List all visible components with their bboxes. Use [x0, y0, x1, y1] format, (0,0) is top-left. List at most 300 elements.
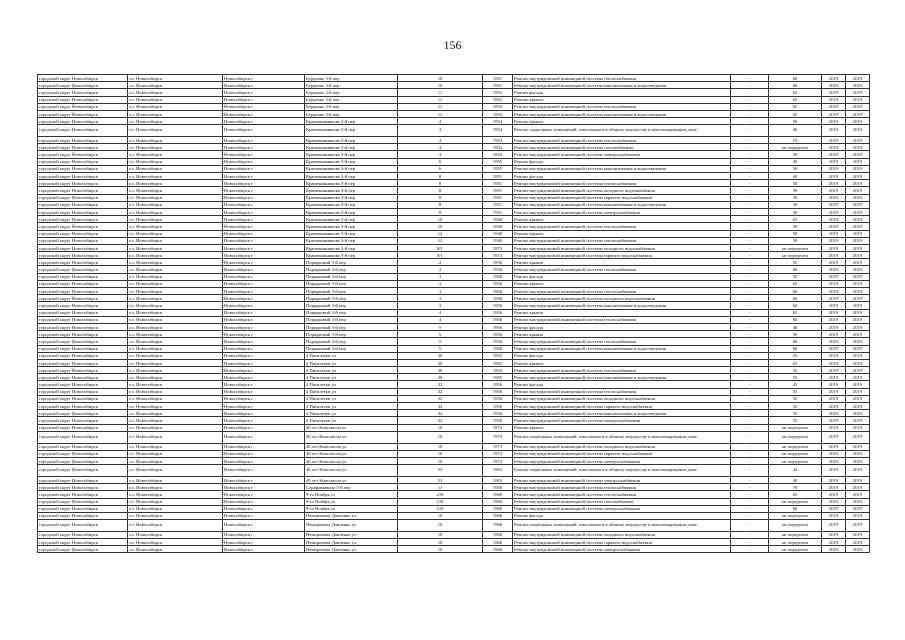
plan-year-end-cell: 2019 [846, 367, 870, 374]
plan-year-end-cell: 2019 [846, 352, 870, 359]
wear-percent-cell: не определен [769, 144, 822, 151]
dash-cell: - [731, 158, 769, 165]
municipality-cell: городской округ Новосибирск [38, 410, 128, 417]
table-row [38, 252, 870, 259]
settlement-cell: Новосибирск г [223, 512, 305, 519]
settlement-cell: Новосибирск г [223, 505, 305, 512]
house-number-cell: 4 [398, 137, 483, 144]
plan-year-end-cell: 2019 [846, 331, 870, 338]
table-row [38, 388, 870, 395]
work-type-cell: Ремонт подвальных помещений, относящихся к общему имуществу в многоквартирном доме [513, 431, 731, 443]
street-cell: Крашенинникова 3-й пер [305, 165, 398, 172]
plan-year-end-cell: 2019 [846, 201, 870, 208]
house-number-cell: 10 [398, 82, 483, 89]
house-number-cell: 32 [398, 395, 483, 402]
wear-percent-cell: не определен [769, 539, 822, 546]
municipality-cell: городской округ Новосибирск [38, 165, 128, 172]
build-year-cell: 1951 [483, 208, 513, 215]
district-cell: г.о. Новосибирск [128, 302, 223, 309]
table-row [38, 359, 870, 366]
settlement-cell: Новосибирск г [223, 201, 305, 208]
settlement-cell: Новосибирск г [223, 424, 305, 431]
wear-percent-cell: не определен [769, 252, 822, 259]
dash-cell: - [731, 359, 769, 366]
build-year-cell: 1973 [483, 450, 513, 457]
street-cell: 4 Пятилетки ул [305, 388, 398, 395]
house-number-cell: 10 [398, 546, 483, 553]
work-type-cell: Ремонт внутридомовой инженерной системы горячего водоснабжения [513, 403, 731, 410]
dash-cell: - [731, 465, 769, 477]
build-year-cell: 1955 [483, 374, 513, 381]
work-type-cell: Ремонт внутридомовой инженерной системы электроснабжения [513, 546, 731, 553]
plan-year-start-cell: 2019 [822, 165, 846, 172]
plan-year-end-cell: 2019 [846, 417, 870, 424]
work-type-cell: Ремонт внутридомовой инженерной системы холодного водоснабжения [513, 295, 731, 302]
settlement-cell: Новосибирск г [223, 125, 305, 137]
table-row [38, 345, 870, 352]
settlement-cell: Новосибирск г [223, 498, 305, 505]
plan-year-end-cell: 2019 [846, 443, 870, 450]
plan-year-start-cell: 2019 [822, 266, 846, 273]
plan-year-end-cell: 2019 [846, 476, 870, 483]
plan-year-end-cell: 2019 [846, 180, 870, 187]
work-type-cell: Ремонт фасада [513, 173, 731, 180]
dash-cell: - [731, 443, 769, 450]
table-row [38, 89, 870, 96]
settlement-cell: Новосибирск г [223, 374, 305, 381]
table-row [38, 491, 870, 498]
work-type-cell: Ремонт внутридомовой инженерной системы теплоснабжения [513, 237, 731, 244]
house-number-cell: 4 [398, 316, 483, 323]
dash-cell: - [731, 381, 769, 388]
plan-year-start-cell: 2019 [822, 476, 846, 483]
municipality-cell: городской округ Новосибирск [38, 520, 128, 532]
plan-year-end-cell: 2019 [846, 345, 870, 352]
wear-percent-cell: 50 [769, 331, 822, 338]
settlement-cell: Новосибирск г [223, 309, 305, 316]
street-cell: Порядковый 3-й пер [305, 345, 398, 352]
district-cell: г.о. Новосибирск [128, 531, 223, 538]
house-number-cell: 2 [398, 259, 483, 266]
wear-percent-cell: 65 [769, 89, 822, 96]
plan-year-end-cell: 2019 [846, 403, 870, 410]
build-year-cell: 1973 [483, 431, 513, 443]
build-year-cell: 1956 [483, 331, 513, 338]
work-type-cell: Ремонт фасада [513, 352, 731, 359]
street-cell: Крашенинникова 3-й пер [305, 201, 398, 208]
settlement-cell: Новосибирск г [223, 208, 305, 215]
dash-cell: - [731, 388, 769, 395]
table-row [38, 424, 870, 431]
dash-cell: - [731, 288, 769, 295]
wear-percent-cell: 50 [769, 118, 822, 125]
build-year-cell: 1966 [483, 520, 513, 532]
district-cell: г.о. Новосибирск [128, 395, 223, 402]
municipality-cell: городской округ Новосибирск [38, 381, 128, 388]
house-number-cell: 32 [398, 381, 483, 388]
repair-schedule-table [37, 74, 870, 553]
plan-year-start-cell: 2019 [822, 417, 846, 424]
plan-year-end-cell: 2019 [846, 491, 870, 498]
dash-cell: - [731, 484, 769, 491]
district-cell: г.о. Новосибирск [128, 110, 223, 117]
street-cell: Немировича-Данченко ул [305, 539, 398, 546]
work-type-cell: Ремонт внутридомовой инженерной системы канализования и водоотведения [513, 110, 731, 117]
street-cell: Немировича-Данченко ул [305, 531, 398, 538]
plan-year-end-cell: 2019 [846, 252, 870, 259]
build-year-cell: 1973 [483, 244, 513, 251]
settlement-cell: Новосибирск г [223, 395, 305, 402]
district-cell: г.о. Новосибирск [128, 273, 223, 280]
street-cell: Порядковый 3-й пер [305, 288, 398, 295]
table-row [38, 137, 870, 144]
street-cell: 40 лет Комсомола ул [305, 465, 398, 477]
table-row [38, 302, 870, 309]
build-year-cell: 1952 [483, 89, 513, 96]
plan-year-start-cell: 2019 [822, 144, 846, 151]
district-cell: г.о. Новосибирск [128, 403, 223, 410]
street-cell: Бурденко 3-й пер [305, 96, 398, 103]
plan-year-end-cell: 2019 [846, 450, 870, 457]
plan-year-start-cell: 2019 [822, 252, 846, 259]
plan-year-end-cell: 2019 [846, 388, 870, 395]
district-cell: г.о. Новосибирск [128, 96, 223, 103]
wear-percent-cell: 46 [769, 125, 822, 137]
wear-percent-cell: 65 [769, 359, 822, 366]
settlement-cell: Новосибирск г [223, 280, 305, 287]
work-type-cell: Ремонт внутридомовой инженерной системы электроснабжения [513, 457, 731, 464]
plan-year-start-cell: 2019 [822, 374, 846, 381]
municipality-cell: городской округ Новосибирск [38, 110, 128, 117]
municipality-cell: городской округ Новосибирск [38, 173, 128, 180]
street-cell: 4 Пятилетки ул [305, 381, 398, 388]
plan-year-start-cell: 2019 [822, 367, 846, 374]
street-cell: Крашенинникова 3-й пер [305, 223, 398, 230]
municipality-cell: городской округ Новосибирск [38, 431, 128, 443]
plan-year-end-cell: 2019 [846, 230, 870, 237]
dash-cell: - [731, 75, 769, 82]
district-cell: г.о. Новосибирск [128, 465, 223, 477]
plan-year-end-cell: 2019 [846, 110, 870, 117]
municipality-cell: городской округ Новосибирск [38, 484, 128, 491]
district-cell: г.о. Новосибирск [128, 352, 223, 359]
wear-percent-cell: 65 [769, 280, 822, 287]
build-year-cell: 1940 [483, 230, 513, 237]
plan-year-end-cell: 2019 [846, 484, 870, 491]
work-type-cell: Ремонт внутридомовой инженерной системы канализования и водоотведения [513, 165, 731, 172]
district-cell: г.о. Новосибирск [128, 165, 223, 172]
plan-year-start-cell: 2019 [822, 201, 846, 208]
table-row [38, 512, 870, 519]
street-cell: Крашенинникова 3-й пер [305, 118, 398, 125]
settlement-cell: Новосибирск г [223, 338, 305, 345]
municipality-cell: городской округ Новосибирск [38, 280, 128, 287]
plan-year-start-cell: 2019 [822, 539, 846, 546]
plan-year-end-cell: 2019 [846, 520, 870, 532]
plan-year-start-cell: 2019 [822, 89, 846, 96]
plan-year-end-cell: 2019 [846, 273, 870, 280]
dash-cell: - [731, 498, 769, 505]
build-year-cell: 1956 [483, 388, 513, 395]
settlement-cell: Новосибирск г [223, 165, 305, 172]
settlement-cell: Новосибирск г [223, 539, 305, 546]
district-cell: г.о. Новосибирск [128, 82, 223, 89]
street-cell: Крашенинникова 3-й пер [305, 173, 398, 180]
house-number-cell: 11 [398, 103, 483, 110]
plan-year-end-cell: 2019 [846, 498, 870, 505]
plan-year-end-cell: 2019 [846, 316, 870, 323]
settlement-cell: Новосибирск г [223, 216, 305, 223]
municipality-cell: городской округ Новосибирск [38, 244, 128, 251]
municipality-cell: городской округ Новосибирск [38, 512, 128, 519]
district-cell: г.о. Новосибирск [128, 237, 223, 244]
plan-year-end-cell: 2019 [846, 194, 870, 201]
table-row [38, 450, 870, 457]
plan-year-start-cell: 2019 [822, 230, 846, 237]
dash-cell: - [731, 323, 769, 330]
plan-year-start-cell: 2019 [822, 180, 846, 187]
plan-year-start-cell: 2019 [822, 323, 846, 330]
street-cell: Серафимовича 5-й пер [305, 484, 398, 491]
wear-percent-cell: 55 [769, 367, 822, 374]
street-cell: 40 лет Комсомола ул [305, 476, 398, 483]
build-year-cell: 1956 [483, 302, 513, 309]
district-cell: г.о. Новосибирск [128, 338, 223, 345]
street-cell: 40 лет Комсомола ул [305, 457, 398, 464]
plan-year-end-cell: 2019 [846, 431, 870, 443]
house-number-cell: 4 [398, 309, 483, 316]
dash-cell: - [731, 273, 769, 280]
plan-year-start-cell: 2019 [822, 352, 846, 359]
wear-percent-cell: не определен [769, 424, 822, 431]
build-year-cell: 1956 [483, 288, 513, 295]
plan-year-start-cell: 2019 [822, 443, 846, 450]
district-cell: г.о. Новосибирск [128, 309, 223, 316]
municipality-cell: городской округ Новосибирск [38, 288, 128, 295]
work-type-cell: Ремонт внутридомовой инженерной системы электроснабжения [513, 476, 731, 483]
dash-cell: - [731, 338, 769, 345]
settlement-cell: Новосибирск г [223, 546, 305, 553]
settlement-cell: Новосибирск г [223, 118, 305, 125]
street-cell: Крашенинникова 3-й пер [305, 237, 398, 244]
work-type-cell: Ремонт внутридомовой инженерной системы канализования и водоотведения [513, 302, 731, 309]
dash-cell: - [731, 403, 769, 410]
wear-percent-cell: 55 [769, 410, 822, 417]
build-year-cell: 1956 [483, 381, 513, 388]
work-type-cell: Ремонт крыши [513, 118, 731, 125]
table-row [38, 208, 870, 215]
district-cell: г.о. Новосибирск [128, 359, 223, 366]
street-cell: Крашенинникова 3-й пер [305, 194, 398, 201]
build-year-cell: 1956 [483, 410, 513, 417]
build-year-cell: 1960 [483, 491, 513, 498]
dash-cell: - [731, 180, 769, 187]
plan-year-start-cell: 2019 [822, 388, 846, 395]
wear-percent-cell: 70 [769, 484, 822, 491]
municipality-cell: городской округ Новосибирск [38, 443, 128, 450]
wear-percent-cell: не определен [769, 450, 822, 457]
plan-year-start-cell: 2019 [822, 431, 846, 443]
dash-cell: - [731, 316, 769, 323]
dash-cell: - [731, 96, 769, 103]
table-row [38, 520, 870, 532]
work-type-cell: Ремонт внутридомовой инженерной системы канализования и водоотведения [513, 82, 731, 89]
wear-percent-cell: 55 [769, 273, 822, 280]
build-year-cell: 1956 [483, 266, 513, 273]
house-number-cell: 30 [398, 374, 483, 381]
house-number-cell: 6 [398, 165, 483, 172]
dash-cell: - [731, 201, 769, 208]
house-number-cell: 5 [398, 338, 483, 345]
table-row [38, 144, 870, 151]
house-number-cell: 5 [398, 345, 483, 352]
house-number-cell: 30 [398, 367, 483, 374]
build-year-cell: 1956 [483, 323, 513, 330]
table-row [38, 352, 870, 359]
house-number-cell: 8 [398, 180, 483, 187]
work-type-cell: Ремонт внутридомовой инженерной системы горячего водоснабжения [513, 252, 731, 259]
plan-year-start-cell: 2019 [822, 151, 846, 158]
plan-year-end-cell: 2019 [846, 144, 870, 151]
house-number-cell: 2 [398, 266, 483, 273]
settlement-cell: Новосибирск г [223, 110, 305, 117]
work-type-cell: Ремонт внутридомовой инженерной системы теплоснабжения [513, 103, 731, 110]
street-cell: Крашенинникова 3-й пер [305, 252, 398, 259]
table-row [38, 125, 870, 137]
plan-year-end-cell: 2019 [846, 216, 870, 223]
district-cell: г.о. Новосибирск [128, 388, 223, 395]
street-cell: Бурденко 3-й пер [305, 110, 398, 117]
plan-year-end-cell: 2019 [846, 539, 870, 546]
table-row [38, 266, 870, 273]
street-cell: Крашенинникова 3-й пер [305, 158, 398, 165]
municipality-cell: городской округ Новосибирск [38, 450, 128, 457]
street-cell: Порядковый 3-й пер [305, 323, 398, 330]
build-year-cell: 1956 [483, 417, 513, 424]
table-row [38, 484, 870, 491]
wear-percent-cell: не определен [769, 498, 822, 505]
street-cell: 40 лет Комсомола ул [305, 424, 398, 431]
plan-year-start-cell: 2019 [822, 110, 846, 117]
district-cell: г.о. Новосибирск [128, 208, 223, 215]
wear-percent-cell: 65 [769, 309, 822, 316]
plan-year-end-cell: 2019 [846, 173, 870, 180]
district-cell: г.о. Новосибирск [128, 410, 223, 417]
table-row [38, 457, 870, 464]
wear-percent-cell: 50 [769, 187, 822, 194]
work-type-cell: Ремонт внутридомовой инженерной системы холодного водоснабжения [513, 244, 731, 251]
house-number-cell: 8 [398, 173, 483, 180]
district-cell: г.о. Новосибирск [128, 546, 223, 553]
work-type-cell: Ремонт внутридомовой инженерной системы теплоснабжения [513, 137, 731, 144]
table-row [38, 103, 870, 110]
plan-year-start-cell: 2019 [822, 381, 846, 388]
municipality-cell: городской округ Новосибирск [38, 539, 128, 546]
work-type-cell: Ремонт внутридомовой инженерной системы электроснабжения [513, 417, 731, 424]
settlement-cell: Новосибирск г [223, 331, 305, 338]
plan-year-end-cell: 2019 [846, 395, 870, 402]
street-cell: 40 лет Комсомола ул [305, 450, 398, 457]
settlement-cell: Новосибирск г [223, 230, 305, 237]
work-type-cell: Ремонт внутридомовой инженерной системы холодного водоснабжения [513, 531, 731, 538]
wear-percent-cell: не определен [769, 520, 822, 532]
house-number-cell: 10 [398, 512, 483, 519]
settlement-cell: Новосибирск г [223, 273, 305, 280]
build-year-cell: 1951 [483, 187, 513, 194]
settlement-cell: Новосибирск г [223, 288, 305, 295]
plan-year-end-cell: 2019 [846, 151, 870, 158]
build-year-cell: 1940 [483, 223, 513, 230]
table-row [38, 443, 870, 450]
plan-year-start-cell: 2019 [822, 309, 846, 316]
plan-year-end-cell: 2019 [846, 457, 870, 464]
table-row [38, 96, 870, 103]
municipality-cell: городской округ Новосибирск [38, 309, 128, 316]
table-row [38, 165, 870, 172]
dash-cell: - [731, 252, 769, 259]
plan-year-start-cell: 2019 [822, 338, 846, 345]
plan-year-end-cell: 2019 [846, 75, 870, 82]
municipality-cell: городской округ Новосибирск [38, 89, 128, 96]
dash-cell: - [731, 491, 769, 498]
work-type-cell: Ремонт внутридомовой инженерной системы канализования и водоотведения [513, 345, 731, 352]
municipality-cell: городской округ Новосибирск [38, 546, 128, 553]
house-number-cell: 8 [398, 194, 483, 201]
wear-percent-cell: не определен [769, 512, 822, 519]
street-cell: Порядковый 3-й пер [305, 259, 398, 266]
build-year-cell: 1955 [483, 165, 513, 172]
wear-percent-cell: 60 [769, 266, 822, 273]
house-number-cell: 11 [398, 89, 483, 96]
dash-cell: - [731, 539, 769, 546]
work-type-cell: Ремонт подвальных помещений, относящихся к общему имуществу в многоквартирном доме [513, 465, 731, 477]
build-year-cell: 1951 [483, 75, 513, 82]
table-row [38, 465, 870, 477]
table-row [38, 498, 870, 505]
house-number-cell: 10 [398, 223, 483, 230]
dash-cell: - [731, 151, 769, 158]
plan-year-end-cell: 2019 [846, 89, 870, 96]
house-number-cell: 32 [398, 388, 483, 395]
build-year-cell: 1963 [483, 476, 513, 483]
build-year-cell: 1955 [483, 359, 513, 366]
table-row [38, 476, 870, 483]
plan-year-start-cell: 2019 [822, 424, 846, 431]
build-year-cell: 1954 [483, 151, 513, 158]
district-cell: г.о. Новосибирск [128, 173, 223, 180]
street-cell: 4 Пятилетки ул [305, 417, 398, 424]
district-cell: г.о. Новосибирск [128, 498, 223, 505]
street-cell: 4 Пятилетки ул [305, 374, 398, 381]
plan-year-end-cell: 2019 [846, 323, 870, 330]
street-cell: 40 лет Комсомола ул [305, 443, 398, 450]
settlement-cell: Новосибирск г [223, 252, 305, 259]
district-cell: г.о. Новосибирск [128, 216, 223, 223]
work-type-cell: Ремонт внутридомовой инженерной системы теплоснабжения [513, 484, 731, 491]
plan-year-start-cell: 2019 [822, 498, 846, 505]
house-number-cell: 8 [398, 201, 483, 208]
settlement-cell: Новосибирск г [223, 323, 305, 330]
settlement-cell: Новосибирск г [223, 259, 305, 266]
plan-year-end-cell: 2019 [846, 338, 870, 345]
house-number-cell: 218 [398, 505, 483, 512]
dash-cell: - [731, 410, 769, 417]
work-type-cell: Ремонт крыши [513, 359, 731, 366]
plan-year-start-cell: 2019 [822, 75, 846, 82]
district-cell: г.о. Новосибирск [128, 118, 223, 125]
plan-year-start-cell: 2019 [822, 520, 846, 532]
wear-percent-cell: 50 [769, 194, 822, 201]
